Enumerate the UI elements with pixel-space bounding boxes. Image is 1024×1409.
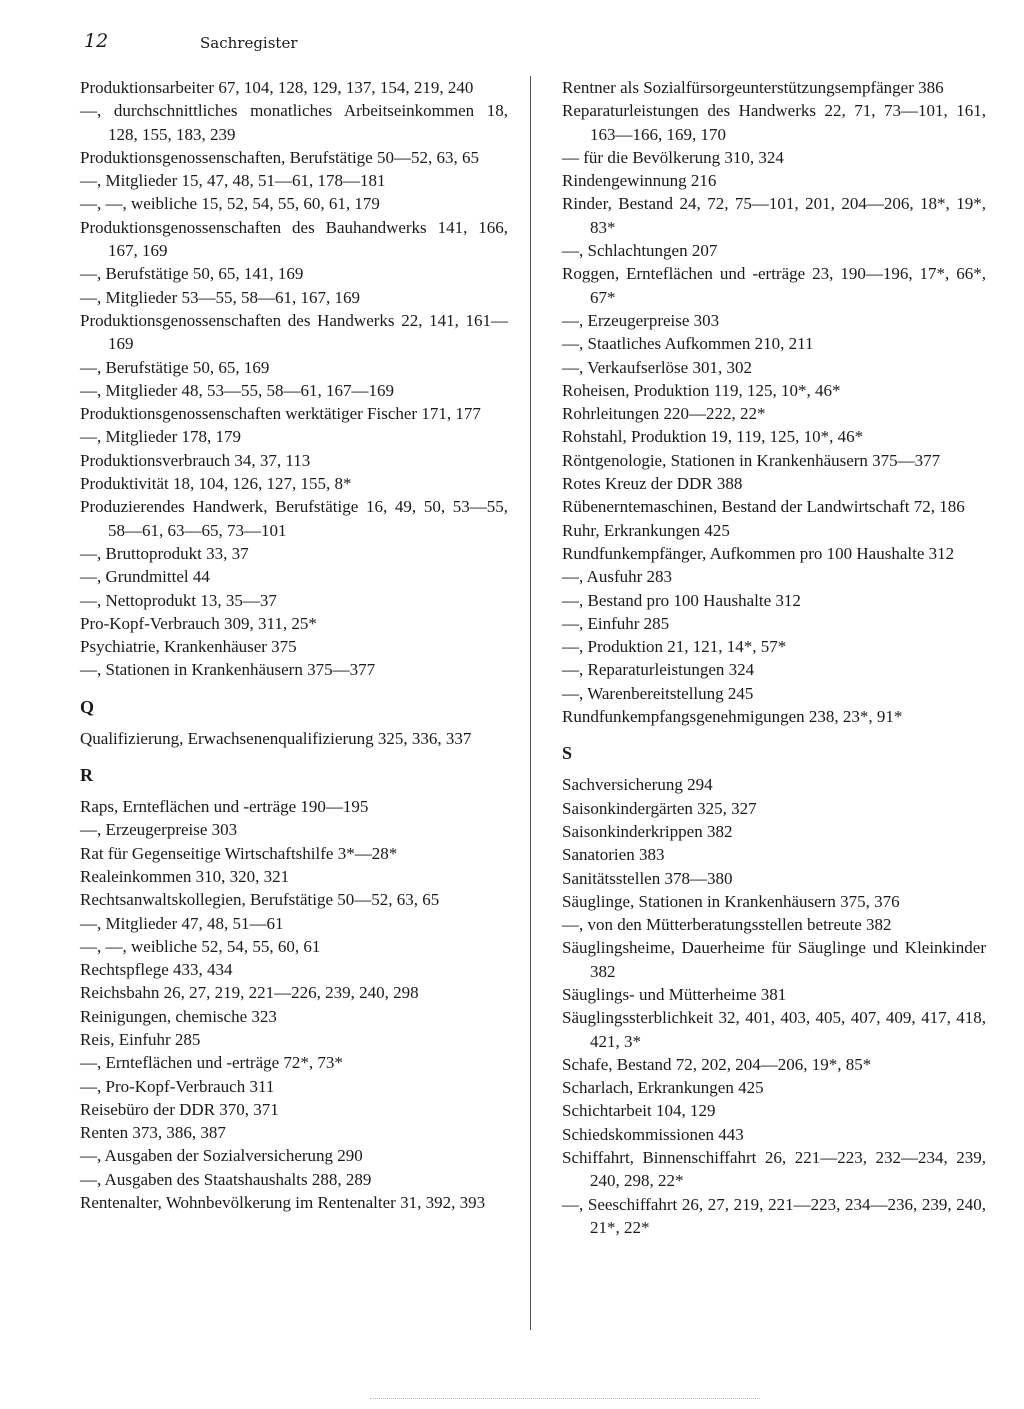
index-entry: Raps, Ernteflächen und -erträge 190—195 [80,797,369,817]
index-entry: Produzierendes Handwerk, Berufstätige 16, 49, 50, 53—55, 58—61, 63—65, 73—101 [80,497,508,540]
entries-group-q [80,727,508,750]
index-entry: Produktionsgenossenschaften, Berufstätige 50—52, 63, 65 [80,147,479,167]
index-entry: Roheisen, Produktion 119, 125, 10*, 46* [562,380,841,400]
index-entry: —, Grundmittel 44 [80,567,210,587]
index-entry: Rotes Kreuz der DDR 388 [562,474,743,494]
index-entry: —, Pro-Kopf-Verbrauch 311 [80,1076,275,1096]
index-entry: Pro-Kopf-Verbrauch 309, 311, 25* [80,613,317,633]
index-entry: Rindengewinnung 216 [562,171,717,191]
index-entry: Produktionsarbeiter 67, 104, 128, 129, 137, 154, 219, 240 [80,78,474,97]
index-entry: —, Seeschiffahrt 26, 27, 219, 221—223, 234—236, 239, 240, 21*, 22* [562,1194,986,1237]
index-entry: —, Schlachtungen 207 [562,241,718,261]
index-entry: —, Ausgaben des Staatshaushalts 288, 289 [80,1169,372,1189]
index-entry: —, Berufstätige 50, 65, 169 [80,357,270,377]
index-entry: Rübenerntemaschinen, Bestand der Landwirtschaft 72, 186 [562,497,965,517]
entries-group-r-continued [562,76,986,728]
index-entry: —, Mitglieder 53—55, 58—61, 167, 169 [80,287,361,307]
section-letter-q: Q [80,696,95,717]
index-entry: Saisonkindergärten 325, 327 [562,798,757,818]
index-entry: —, Mitglieder 178, 179 [80,427,242,447]
index-entry: Reichsbahn 26, 27, 219, 221—226, 239, 240, 298 [80,983,419,1003]
index-entry: Sanitätsstellen 378—380 [562,868,733,888]
index-entry: Schiedskommissionen 443 [562,1124,744,1144]
index-entry: —, Reparaturleistungen 324 [562,660,755,680]
entries-group-s [562,773,986,1239]
page-number: 12 [84,30,109,52]
index-entry: — für die Bevölkerung 310, 324 [562,147,784,167]
index-entry: —, Produktion 21, 121, 14*, 57* [562,637,787,657]
index-entry: Ruhr, Erkrankungen 425 [562,520,730,540]
index-entry: Schiffahrt, Binnenschiffahrt 26, 221—223, 232—234, 239, 240, 298, 22* [562,1148,986,1191]
index-entry: Reisebüro der DDR 370, 371 [80,1099,279,1119]
index-entry: Rat für Gegenseitige Wirtschaftshilfe 3*—28* [80,843,398,863]
index-entry: —, —, weibliche 52, 54, 55, 60, 61 [80,936,321,956]
index-entry: —, Verkaufserlöse 301, 302 [562,357,752,377]
index-entry: Säuglinge, Stationen in Krankenhäusern 375, 376 [562,891,900,911]
index-entry: —, Mitglieder 47, 48, 51—61 [80,913,284,933]
index-entry: Rundfunkempfänger, Aufkommen pro 100 Haushalte 312 [562,543,955,563]
index-entry: —, Warenbereitstellung 245 [562,683,754,703]
index-entry: Sachversicherung 294 [562,775,713,795]
entries-group-r [80,795,508,1214]
index-entry: Produktivität 18, 104, 126, 127, 155, 8* [80,474,352,494]
index-entry: —, Erzeugerpreise 303 [80,820,238,840]
index-entry: Rohrleitungen 220—222, 22* [562,404,766,424]
index-entry: —, Berufstätige 50, 65, 141, 169 [80,264,304,284]
index-entry: Psychiatrie, Krankenhäuser 375 [80,637,297,657]
index-entry: Produktionsgenossenschaften werktätiger Fischer 171, 177 [80,404,481,424]
section-letter-s: S [562,743,573,764]
index-entry: —, Bruttoprodukt 33, 37 [80,543,249,563]
index-entry: Rohstahl, Produktion 19, 119, 125, 10*, 46* [562,427,864,447]
index-entry: Qualifizierung, Erwachsenenqualifizierung 325, 336, 337 [80,728,472,748]
index-entry: Rechtsanwaltskollegien, Berufstätige 50—52, 63, 65 [80,890,440,910]
entries-group-p [80,76,508,682]
index-entry: Säuglingssterblichkeit 32, 401, 403, 405, 407, 409, 417, 418, 421, 3* [562,1008,986,1051]
index-entry: —, Mitglieder 48, 53—55, 58—61, 167—169 [80,380,395,400]
index-entry: —, Einfuhr 285 [562,613,670,633]
index-entry: —, Stationen in Krankenhäusern 375—377 [80,660,376,680]
index-entry: —, Ausfuhr 283 [562,567,673,587]
index-entry: Saisonkinderkrippen 382 [562,821,733,841]
running-title: Sachregister [200,34,298,52]
index-entry: Rinder, Bestand 24, 72, 75—101, 201, 204—206, 18*, 19*, 83* [562,194,986,237]
index-entry: —, —, weibliche 15, 52, 54, 55, 60, 61, 179 [80,194,380,214]
index-entry: —, Staatliches Aufkommen 210, 211 [562,334,814,354]
index-entry: —, Nettoprodukt 13, 35—37 [80,590,277,610]
index-entry: —, Ernteflächen und -erträge 72*, 73* [80,1053,343,1073]
index-entry: Roggen, Ernteflächen und -erträge 23, 190—196, 17*, 66*, 67* [562,264,986,307]
index-entry: Rundfunkempfangsgenehmigungen 238, 23*, 91* [562,707,903,727]
index-entry: Schafe, Bestand 72, 202, 204—206, 19*, 85* [562,1054,872,1074]
index-entry: Reis, Einfuhr 285 [80,1029,201,1049]
index-entry: —, Mitglieder 15, 47, 48, 51—61, 178—181 [80,171,386,191]
index-entry: Röntgenologie, Stationen in Krankenhäusern 375—377 [562,450,941,470]
index-entry: —, Ausgaben der Sozialversicherung 290 [80,1146,363,1166]
index-entry: —, von den Mütterberatungsstellen betreute 382 [562,915,892,935]
index-entry: Scharlach, Erkrankungen 425 [562,1078,764,1098]
index-entry: Renten 373, 386, 387 [80,1123,226,1143]
index-entry: —, durchschnittliches monatliches Arbeitseinkommen 18, 128, 155, 183, 239 [80,101,508,144]
index-entry: Produktionsverbrauch 34, 37, 113 [80,450,311,470]
section-letter-r: R [80,765,93,786]
left-column [80,76,508,1214]
index-entry: Säuglingsheime, Dauerheime für Säuglinge und Kleinkinder 382 [562,938,986,981]
index-entry: Sanatorien 383 [562,845,665,865]
index-entry: —, Bestand pro 100 Haushalte 312 [562,590,801,610]
bottom-rule [370,1398,760,1400]
index-entry: Reparaturleistungen des Handwerks 22, 71, 73—101, 161, 163—166, 169, 170 [562,101,986,144]
index-entry: Produktionsgenossenschaften des Handwerks 22, 141, 161—169 [80,310,508,354]
index-entry: Produktionsgenossenschaften des Bauhandwerks 141, 166, 167, 169 [80,217,508,261]
index-entry: Realeinkommen 310, 320, 321 [80,866,290,886]
page-header [0,0,1024,60]
index-entry: Schichtarbeit 104, 129 [562,1101,716,1121]
right-column [562,76,986,1239]
index-entry: Rentenalter, Wohnbevölkerung im Rentenalter 31, 392, 393 [80,1193,486,1213]
index-entry: Reinigungen, chemische 323 [80,1006,277,1026]
index-entry: Rechtspflege 433, 434 [80,960,233,980]
index-entry: Rentner als Sozialfürsorgeunterstützungsempfänger 386 [562,78,944,97]
column-divider [530,76,531,1330]
index-entry: —, Erzeugerpreise 303 [562,310,720,330]
index-entry: Säuglings- und Mütterheime 381 [562,984,787,1004]
